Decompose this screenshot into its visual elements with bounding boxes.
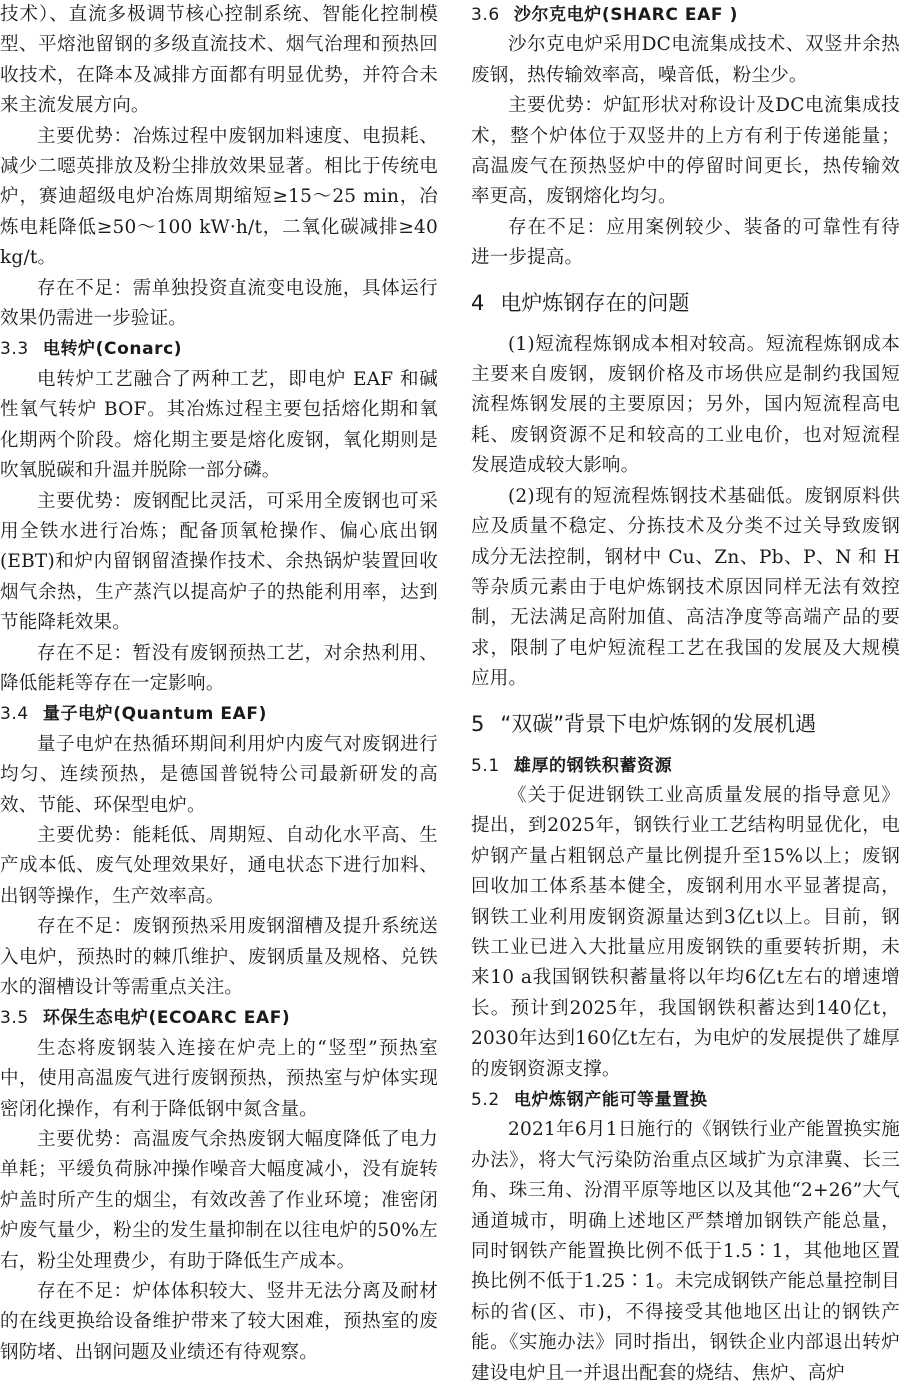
section-heading-5-2 xyxy=(471,1085,900,1115)
sharc-description: 沙尔克电炉采用DC电流集成技术、双竖井余热废钢，热传输效率高，噪音低，粉尘少。 xyxy=(471,34,900,86)
ecoarc-advantages: 主要优势：高温废气余热废钢大幅度降低了电力单耗；平缓负荷脉冲操作噪音大幅度减小，没有旋转炉盖时所产生的烟尘，有效改善了作业环境；准密闭炉废气量少，粉尘的发生量抑制在以往电炉的50%左右，粉尘处理费少，有助于降低生产成本。 xyxy=(0,1129,438,1272)
sharc-advantages: 主要优势：炉缸形状对称设计及DC电流集成技术，整个炉体位于双竖井的上方有利于传递能量；高温废气在预热竖炉中的停留时间更长，热传输效率更高，废钢熔化均匀。 xyxy=(471,95,900,208)
section-heading-3-6 xyxy=(471,0,900,30)
section-title: 环保生态电炉(ECOARC EAF) xyxy=(42,1008,291,1029)
problem-cost-paragraph: (1)短流程炼钢成本相对较高。短流程炼钢成本主要来自废钢，废钢价格及市场供应是制约我国短流程炼钢发展的主要原因；另外，国内短流程高电耗、废钢资源不足和较高的工业电价，也对短流程发展造成较大影响。 xyxy=(471,333,900,477)
shortcoming-paragraph-superarc: 存在不足：需单独投资直流变电设施，具体运行效果仍需进一步验证。 xyxy=(0,277,438,330)
section-number: 5.1 xyxy=(471,755,500,776)
section-title: 电炉炼钢存在的问题 xyxy=(500,290,690,315)
conarc-description: 电转炉工艺融合了两种工艺，即电炉 EAF 和碱性氧气转炉 BOF。其冶炼过程主要包括熔化期和氧化期两个阶段。熔化期主要是熔化废钢，氧化期则是吹氧脱碳和升温并脱除一部分磷。 xyxy=(0,368,438,482)
left-column xyxy=(0,0,438,1368)
quantum-description: 量子电炉在热循环期间利用炉内废气对废钢进行均匀、连续预热，是德国普锐特公司最新研发的高效、节能、环保型电炉。 xyxy=(0,733,438,816)
right-column xyxy=(471,0,900,1389)
section-title: “双碳”背景下电炉炼钢的发展机遇 xyxy=(500,711,817,736)
section-title: 电炉炼钢产能可等量置换 xyxy=(513,1090,708,1110)
section-heading-3-5 xyxy=(0,1003,438,1033)
conarc-advantages: 主要优势：废钢配比灵活，可采用全废钢也可采用全铁水进行冶炼；配备顶氧枪操作、偏心底出钢(EBT)和炉内留钢留渣操作技术、余热锅炉装置回收烟气余热，生产蒸汽以提高炉子的热能利用率，达到节能降耗效果。 xyxy=(0,490,438,634)
section-title: 沙尔克电炉(SHARC EAF ) xyxy=(513,5,738,25)
section-title: 量子电炉(Quantum EAF) xyxy=(42,704,267,725)
section-heading-3-3 xyxy=(0,334,438,364)
section-number: 3.3 xyxy=(0,339,29,360)
conarc-shortcomings: 存在不足：暂没有废钢预热工艺，对余热利用、降低能耗等存在一定影响。 xyxy=(0,642,438,694)
section-number: 3.6 xyxy=(471,5,500,25)
capacity-replacement-paragraph: 2021年6月1日施行的《钢铁行业产能置换实施办法》，将大气污染防治重点区域扩为京津冀、长三角、珠三角、汾渭平原等地区以及其他“2+26”大气通道城市，明确上述地区严禁增加钢铁产能总量，同时钢铁产能置换比例不低于1.5∶1，其他地区置换比例不低于1.25∶1。未完成钢铁产能总量控制目标的省(区、市)，不得接受其他地区出让的钢铁产能。《实施办法》同时指出，钢铁企业内部退出转炉建设电炉且一并退出配套的烧结、焦炉、高炉 xyxy=(471,1119,900,1384)
section-heading-4 xyxy=(471,288,900,318)
ecoarc-shortcomings: 存在不足：炉体体积较大、竖井无法分离及耐材的在线更换给设备维护带来了较大困难，预热室的废钢防堵、出钢问题及业绩还有待观察。 xyxy=(0,1281,438,1363)
section-heading-3-4 xyxy=(0,699,438,729)
section-number: 3.5 xyxy=(0,1008,29,1029)
ecoarc-description: 生态将废钢装入连接在炉壳上的“竖型”预热室中，使用高温废气进行废钢预热，预热室与炉体实现密闭化操作，有利于降低钢中氮含量。 xyxy=(0,1037,438,1120)
problem-technology-paragraph: (2)现有的短流程炼钢技术基础低。废钢原料供应及质量不稳定、分拣技术及分类不过关导致废钢成分无法控制，钢材中 Cu、Zn、Pb、P、N 和 H 等杂质元素由于电炉炼钢技术原因同样无法有效控制，无法满足高附加值、高洁净度等高端产品的要求，限制了电炉短流程工艺在我国的发展及大规模应用。 xyxy=(471,485,900,690)
section-title: 雄厚的钢铁积蓄资源 xyxy=(513,755,673,776)
steel-resource-paragraph: 《关于促进钢铁工业高质量发展的指导意见》提出，到2025年，钢铁行业工艺结构明显优化，电炉钢产量占粗钢总产量比例提升至15%以上；废钢回收加工体系基本健全，废钢利用水平显著提高，钢铁工业利用废钢资源量达到3亿t以上。目前，钢铁工业已进入大批量应用废钢铁的重要转折期，未来10 a我国钢铁积蓄量将以年均6亿t左右的增速增长。预计到2025年，我国钢铁积蓄达到140亿t，2030年达到160亿t左右，为电炉的发展提供了雄厚的废钢资源支撑。 xyxy=(471,784,900,1080)
section-heading-5 xyxy=(471,709,900,739)
quantum-shortcomings: 存在不足：废钢预热采用废钢溜槽及提升系统送入电炉，预热时的棘爪维护、废钢质量及规格、兑铁水的溜槽设计等需重点关注。 xyxy=(0,916,438,998)
section-number: 3.4 xyxy=(0,704,29,725)
section-number: 4 xyxy=(471,290,485,315)
section-heading-5-1 xyxy=(471,751,900,781)
quantum-advantages: 主要优势：能耗低、周期短、自动化水平高、生产成本低、废气处理效果好，通电状态下进行加料、出钢等操作，生产效率高。 xyxy=(0,824,438,907)
advantage-paragraph-superarc: 主要优势：冶炼过程中废钢加料速度、电损耗、减少二噁英排放及粉尘排放效果显著。相比于传统电炉，赛迪超级电炉冶炼周期缩短≥15～25 min，冶炼电耗降低≥50～100 kW·h/t，二氧化碳减排≥40 kg/t。 xyxy=(0,125,438,269)
section-number: 5.2 xyxy=(471,1090,500,1110)
sharc-shortcomings: 存在不足：应用案例较少、装备的可靠性有待进一步提高。 xyxy=(471,216,900,269)
section-number: 5 xyxy=(471,711,485,736)
section-title: 电转炉(Conarc) xyxy=(42,339,183,360)
intro-paragraph: 技术）、直流多极调节核心控制系统、智能化控制模型、平熔池留钢的多级直流技术、烟气治理和预热回收技术，在降本及减排方面都有明显优势，并符合未来主流发展方向。 xyxy=(0,4,438,117)
